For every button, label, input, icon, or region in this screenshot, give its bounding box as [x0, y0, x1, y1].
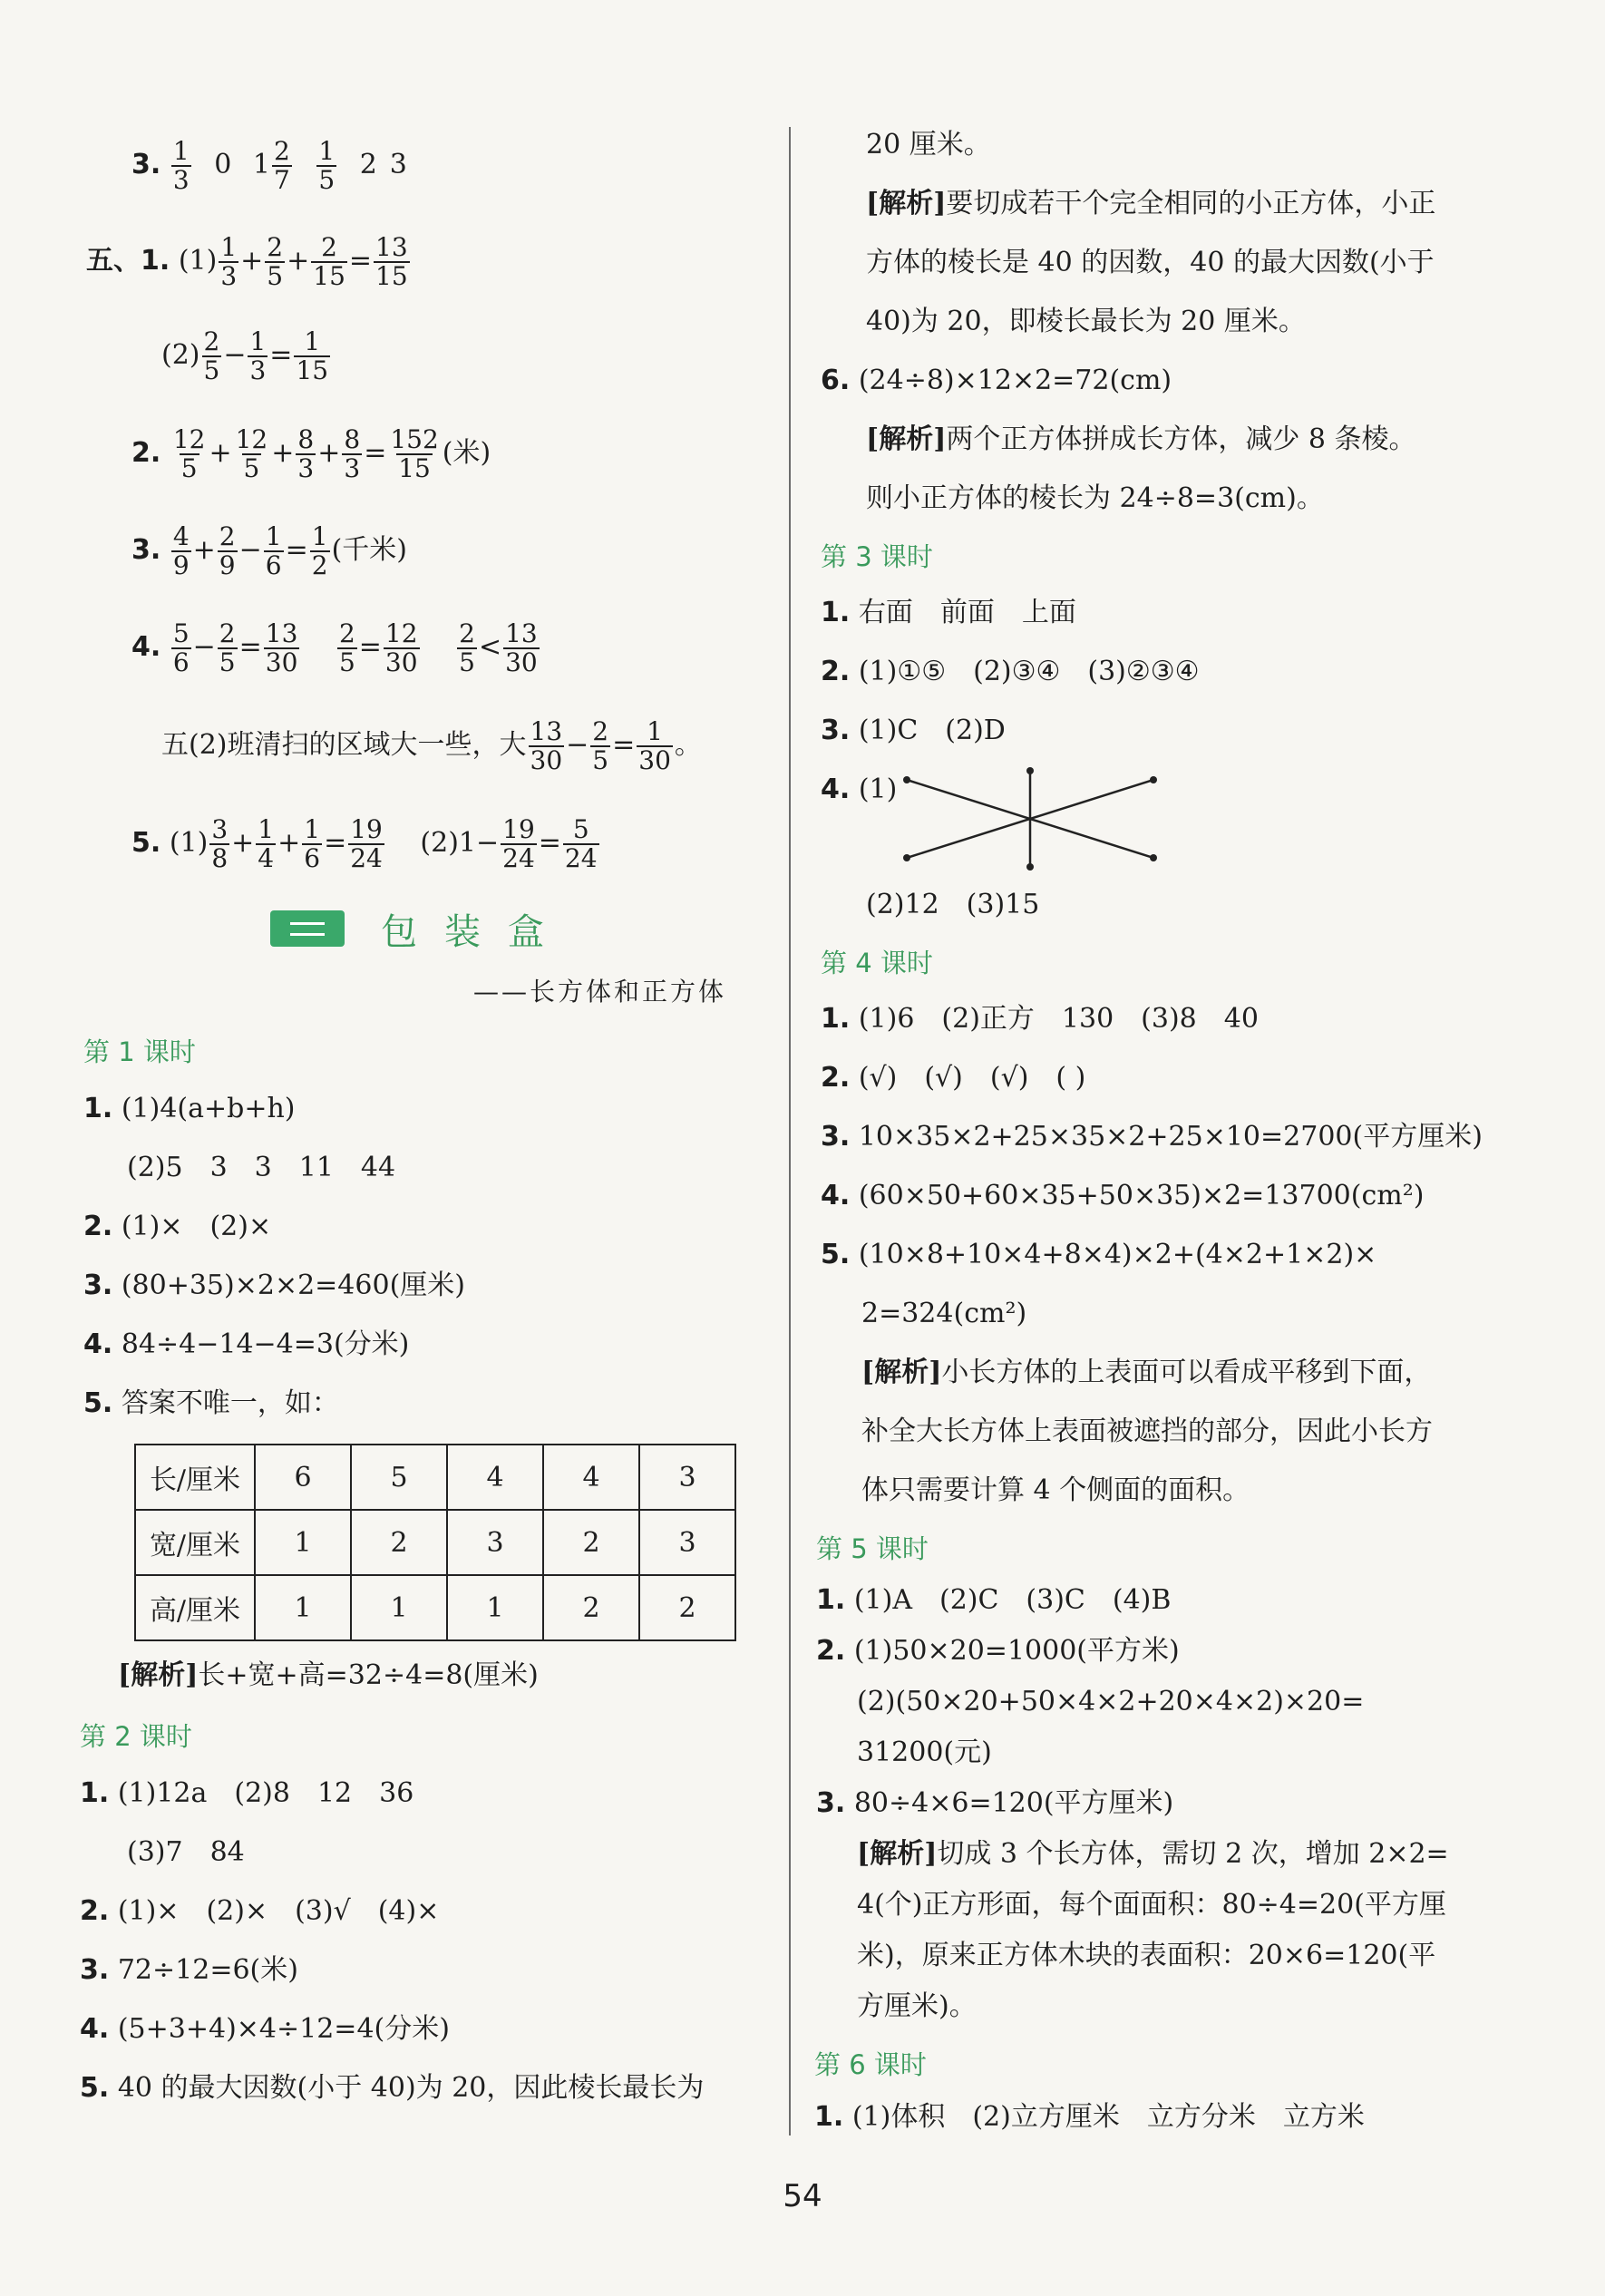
answer-line: 4. 84÷4−14−4=3(分米): [83, 1328, 410, 1360]
answer-line: 31200(元): [857, 1737, 992, 1768]
answer-line: 3. $\frac{1}{3}$ 0 1 $\frac{2}{7}$ $\frac{1}{5}$ 2 3: [131, 136, 407, 195]
fraction: $\frac{1}{6}$: [304, 814, 321, 873]
section-heading: 第 5 课时: [816, 1533, 929, 1564]
answer-line: 6. (24÷8)×12×2=72(cm): [821, 365, 1172, 396]
fraction: $\frac{2}{5}$: [592, 716, 609, 775]
right-column: [798, 0, 1605, 2176]
answer-line: 3. 10×35×2+25×35×2+25×10=2700(平方厘米): [821, 1121, 1483, 1153]
answer-line: 1. (1)体积 (2)立方厘米 立方分米 立方米: [814, 2101, 1365, 2133]
analysis-note-line: 体只需要计算 4 个侧面的面积。: [861, 1474, 1250, 1506]
question-number: 2.: [131, 437, 161, 469]
fraction: $\frac{19}{24}$: [350, 814, 383, 873]
fraction: $\frac{12}{30}$: [384, 618, 418, 677]
analysis-note-line: 40)为 20，即棱长最长为 20 厘米。: [866, 306, 1306, 337]
fraction: $\frac{2}{5}$: [459, 618, 475, 677]
question-number: 3.: [131, 534, 161, 566]
fraction: $\frac{152}{15}$: [390, 424, 439, 483]
section-heading: 第 4 课时: [821, 948, 933, 978]
fraction: $\frac{8}{3}$: [297, 424, 315, 483]
answer-line: 1. 右面 前面 上面: [821, 597, 1076, 628]
dimensions-table: [134, 1444, 736, 1641]
question-number: 5.: [131, 827, 161, 859]
section-heading: 第 3 课时: [821, 541, 933, 572]
unit-number-badge: [270, 910, 345, 947]
answer-line: 1. (1)6 (2)正方 130 (3)8 40: [821, 1003, 1259, 1035]
answer-line: 4. (5+3+4)×4÷12=4(分米): [80, 2013, 450, 2045]
fraction: $\frac{2}{5}$: [338, 618, 355, 677]
answer-line: (2)12 (3)15: [866, 889, 1040, 920]
question-number: 4.: [131, 631, 161, 663]
page-number: 54: [783, 2178, 822, 2214]
answer-line: 2. (√) (√) (√) ( ): [821, 1062, 1086, 1094]
answer-line: 3. (80+35)×2×2=460(厘米): [83, 1270, 465, 1301]
fraction: $\frac{1}{5}$: [318, 136, 336, 195]
table-row: 高/厘米 1 1 1 2 2: [135, 1575, 735, 1640]
answer-line: 2. (1)50×20=1000(平方米): [816, 1635, 1180, 1667]
analysis-note: [解析]长+宽+高=32÷4=8(厘米): [118, 1659, 539, 1691]
answer-line: 3. $\frac{4}{9}$ + $\frac{2}{9}$ − $\frac{1}{6}$ = $\frac{1}{2}$ (千米): [131, 521, 407, 580]
fraction: $\frac{13}{30}$: [265, 618, 298, 677]
answer-line: 3. 72÷12=6(米): [80, 1954, 298, 1986]
diagram-point: [903, 776, 910, 783]
table-row: 长/厘米 6 5 4 4 3: [135, 1445, 735, 1510]
fraction: $\frac{2}{9}$: [219, 521, 236, 580]
answer-line: 4. (60×50+60×35+50×35)×2=13700(cm²): [821, 1180, 1425, 1211]
fraction: $\frac{8}{3}$: [344, 424, 361, 483]
diagram-point: [1026, 767, 1034, 774]
answer-line: 五、1. (1) $\frac{1}{3}$ + $\frac{2}{5}$ + $\frac{2}{15}$ = $\frac{13}{15}$: [86, 232, 408, 291]
answer-line: 5. 答案不唯一，如：: [83, 1387, 339, 1419]
answer-line: 4. $\frac{5}{6}$ − $\frac{2}{5}$ = $\frac{13}{30}$ $\frac{2}{5}$ = $\frac{12}{30}$ $\frac{2}{5}$ < $\frac{13}{30}$: [131, 618, 538, 677]
analysis-note-line: 方厘米)。: [857, 1990, 977, 2022]
fraction: $\frac{19}{24}$: [502, 814, 535, 873]
fraction: $\frac{2}{5}$: [267, 232, 284, 291]
fraction: $\frac{13}{30}$: [530, 716, 563, 775]
analysis-note-line: 补全大长方体上表面被遮挡的部分，因此小长方: [861, 1416, 1433, 1447]
fraction: $\frac{1}{6}$: [265, 521, 282, 580]
answer-line: 2. $\frac{12}{5}$ + $\frac{12}{5}$ + $\frac{8}{3}$ + $\frac{8}{3}$ = $\frac{152}{15}$ (米): [131, 424, 491, 483]
answer-line: 2=324(cm²): [861, 1298, 1027, 1329]
answer-line: 5. 40 的最大因数(小于 40)为 20，因此棱长最长为: [80, 2072, 705, 2104]
section-heading: 第 1 课时: [83, 1036, 196, 1067]
fraction: $\frac{4}{9}$: [172, 521, 190, 580]
unit-subtitle: ——长方体和正方体: [473, 977, 727, 1007]
fraction: $\frac{12}{5}$: [172, 424, 206, 483]
answer-line: 1. (1)12a (2)8 12 36: [80, 1777, 414, 1809]
fraction: $\frac{5}{24}$: [564, 814, 598, 873]
question-number: 五、1.: [86, 245, 170, 277]
analysis-note: [解析]要切成若干个完全相同的小正方体，小正: [866, 188, 1436, 219]
fraction: $\frac{1}{3}$: [249, 326, 267, 385]
diagram-point: [1150, 854, 1157, 861]
fraction: $\frac{2}{7}$: [273, 136, 290, 195]
answer-line: 1. (1)A (2)C (3)C (4)B: [816, 1584, 1172, 1616]
answer-line: (2)5 3 3 11 44: [127, 1152, 396, 1183]
section-heading: 第 6 课时: [814, 2049, 927, 2080]
answer-line: 2. (1)①⑤ (2)③④ (3)②③④: [821, 656, 1200, 687]
answer-line: 1. (1)4(a+b+h): [83, 1093, 296, 1124]
fraction: $\frac{12}{5}$: [235, 424, 268, 483]
fraction: $\frac{3}{8}$: [211, 814, 229, 873]
answer-line: (2) $\frac{2}{5}$ − $\frac{1}{3}$ = $\frac{1}{15}$: [161, 326, 329, 385]
answer-line: 5. (10×8+10×4+8×4)×2+(4×2+1×2)×: [821, 1239, 1377, 1270]
answer-line: 3. (1)C (2)D: [821, 715, 1006, 746]
fraction: $\frac{1}{2}$: [311, 521, 328, 580]
answer-line: 5. (1) $\frac{3}{8}$ + $\frac{1}{4}$ + $\frac{1}{6}$ = $\frac{19}{24}$ (2)1− $\frac{19}{24}$ = $\frac{5}{24}$: [131, 814, 598, 873]
fraction: $\frac{1}{3}$: [220, 232, 238, 291]
analysis-note: [解析]两个正方体拼成长方体，减少 8 条棱。: [866, 423, 1416, 455]
section-heading: 第 2 课时: [80, 1721, 192, 1752]
diagram-point: [903, 854, 910, 861]
question-number: 3.: [131, 149, 161, 180]
answer-line: 2. (1)× (2)× (3)√ (4)×: [80, 1895, 440, 1927]
unit-title: 包装盒: [381, 911, 571, 953]
analysis-note: [解析]小长方体的上表面可以看成平移到下面，: [861, 1357, 1432, 1388]
answer-line: 五(2)班清扫的区域大一些，大 $\frac{13}{30}$ − $\frac{2}{5}$ = $\frac{1}{30}$ 。: [161, 716, 702, 775]
fraction: $\frac{1}{15}$: [296, 326, 329, 385]
analysis-note-line: 则小正方体的棱长为 24÷8=3(cm)。: [866, 482, 1324, 514]
analysis-note: [解析]切成 3 个长方体，需切 2 次，增加 2×2=: [857, 1838, 1449, 1870]
left-column: [0, 0, 780, 2176]
answer-line: 4. (1): [821, 773, 898, 805]
diagram-point: [1150, 776, 1157, 783]
answer-line: (3)7 84: [127, 1836, 245, 1868]
answer-line: (2)(50×20+50×4×2+20×4×2)×20=: [857, 1686, 1365, 1717]
analysis-note-line: 4(个)正方形面，每个面面积：80÷4=20(平方厘: [857, 1889, 1446, 1921]
fraction: $\frac{2}{5}$: [219, 618, 236, 677]
fraction: $\frac{2}{5}$: [203, 326, 220, 385]
table-row: 宽/厘米 1 2 3 2 3: [135, 1510, 735, 1575]
fraction: $\frac{13}{30}$: [505, 618, 538, 677]
answer-line: 3. 80÷4×6=120(平方厘米): [816, 1787, 1174, 1819]
fraction: $\frac{2}{15}$: [313, 232, 345, 291]
fraction: $\frac{1}{30}$: [638, 716, 671, 775]
answer-line: 20 厘米。: [866, 129, 991, 161]
fraction: $\frac{13}{15}$: [375, 232, 408, 291]
answer-line: 2. (1)× (2)×: [83, 1211, 272, 1242]
analysis-note-line: 方体的棱长是 40 的因数，40 的最大因数(小于: [866, 247, 1435, 278]
line-diagram: [898, 764, 1161, 881]
fraction: $\frac{5}{6}$: [172, 618, 190, 677]
diagram-point: [1026, 863, 1034, 871]
fraction: $\frac{1}{3}$: [172, 136, 190, 195]
fraction: $\frac{1}{4}$: [258, 814, 275, 873]
column-divider: [789, 127, 791, 2135]
analysis-note-line: 米)，原来正方体木块的表面积：20×6=120(平: [857, 1940, 1436, 1971]
